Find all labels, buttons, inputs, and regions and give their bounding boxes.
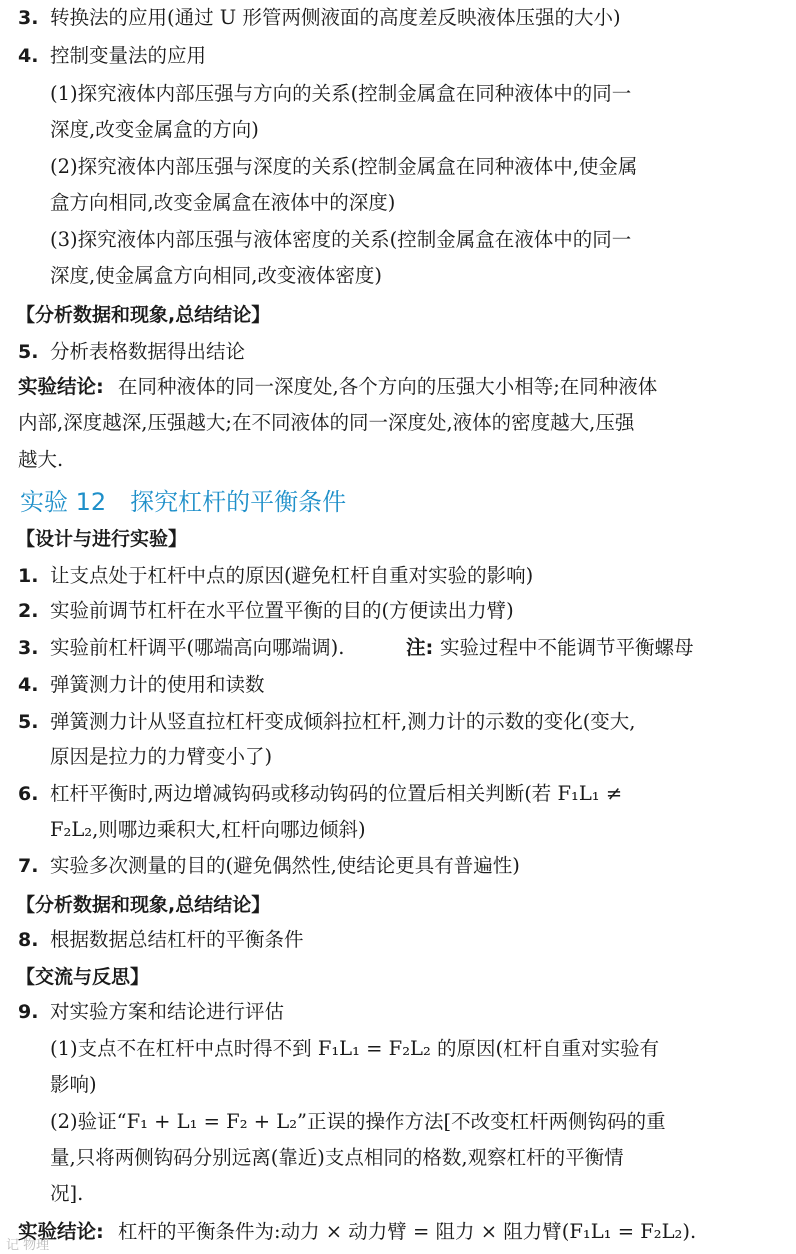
item-text: 根据数据总结杠杆的平衡条件 [50,928,304,951]
sub-item-text: 影响) [50,1073,97,1096]
sub-item-text: 量,只将两侧钩码分别远离(靠近)支点相同的格数,观察杠杆的平衡情 [50,1146,624,1169]
item-text: 实验前调节杠杆在水平位置平衡的目的(方便读出力臂) [50,599,514,622]
sub-item-text: 深度,使金属盒方向相同,改变液体密度) [50,264,383,287]
sub-item-text: 盒方向相同,改变金属盒在液体中的深度) [50,191,396,214]
sub-item-text: (3)探究液体内部压强与液体密度的关系(控制金属盒在液体中的同一 [50,228,632,251]
note-text: 实验过程中不能调节平衡螺母 [440,636,694,659]
sub-item-text: 况]. [50,1182,84,1205]
sub-item-text: (1)支点不在杠杆中点时得不到 F₁L₁ = F₂L₂ 的原因(杠杆自重对实验有 [50,1037,660,1060]
section-heading: 【分析数据和现象,总结结论】 [16,304,271,326]
item-text: 杠杆平衡时,两边增减钩码或移动钩码的位置后相关判断(若 F₁L₁ ≠ [50,782,623,805]
item-number: 2. [18,600,39,622]
conclusion-text: 越大. [18,448,64,471]
item-text: 原因是拉力的力臂变小了) [50,745,273,768]
item-text: 转换法的应用(通过 U 形管两侧液面的高度差反映液体压强的大小) [50,6,621,29]
item-text: 实验前杠杆调平(哪端高向哪端调). [50,636,345,659]
sub-item-text: (1)探究液体内部压强与方向的关系(控制金属盒在同种液体中的同一 [50,82,632,105]
watermark: 记 物理 [6,1238,50,1253]
item-number: 4. [18,45,39,67]
item-number: 5. [18,711,39,733]
item-text: 实验多次测量的目的(避免偶然性,使结论更具有普遍性) [50,854,520,877]
section-heading: 【交流与反思】 [16,966,150,988]
sub-item-text: 深度,改变金属盒的方向) [50,118,259,141]
item-number: 3. [18,7,39,29]
section-heading: 【分析数据和现象,总结结论】 [16,894,271,916]
conclusion-label: 实验结论: [18,375,104,398]
item-number: 9. [18,1001,39,1023]
item-text: 控制变量法的应用 [50,44,207,67]
item-number: 1. [18,565,39,587]
item-text: F₂L₂,则哪边乘积大,杠杆向哪边倾斜) [50,818,366,841]
section-heading: 【设计与进行实验】 [16,528,188,550]
item-number: 5. [18,341,39,363]
item-text: 对实验方案和结论进行评估 [50,1000,285,1023]
item-number: 7. [18,855,39,877]
conclusion-text: 在同种液体的同一深度处,各个方向的压强大小相等;在同种液体 [118,375,658,398]
item-text: 让支点处于杠杆中点的原因(避免杠杆自重对实验的影响) [50,564,534,587]
sub-item-text: (2)探究液体内部压强与深度的关系(控制金属盒在同种液体中,使金属 [50,155,638,178]
sub-item-text: (2)验证“F₁ + L₁ = F₂ + L₂”正误的操作方法[不改变杠杆两侧钩码的重 [50,1110,666,1133]
item-number: 4. [18,674,39,696]
experiment-title: 实验 12 探究杠杆的平衡条件 [20,488,347,516]
conclusion-text: 杠杆的平衡条件为:动力 × 动力臂 = 阻力 × 阻力臂(F₁L₁ = F₂L₂). [118,1220,697,1243]
item-text: 分析表格数据得出结论 [50,340,246,363]
item-number: 3. [18,637,39,659]
item-text: 弹簧测力计从竖直拉杠杆变成倾斜拉杠杆,测力计的示数的变化(变大, [50,710,636,733]
conclusion-text: 内部,深度越深,压强越大;在不同液体的同一深度处,液体的密度越大,压强 [18,411,635,434]
item-number: 8. [18,929,39,951]
conclusion-label: 实验结论: [18,1220,104,1243]
item-number: 6. [18,783,39,805]
item-text: 弹簧测力计的使用和读数 [50,673,265,696]
note-label: 注: [406,636,434,659]
